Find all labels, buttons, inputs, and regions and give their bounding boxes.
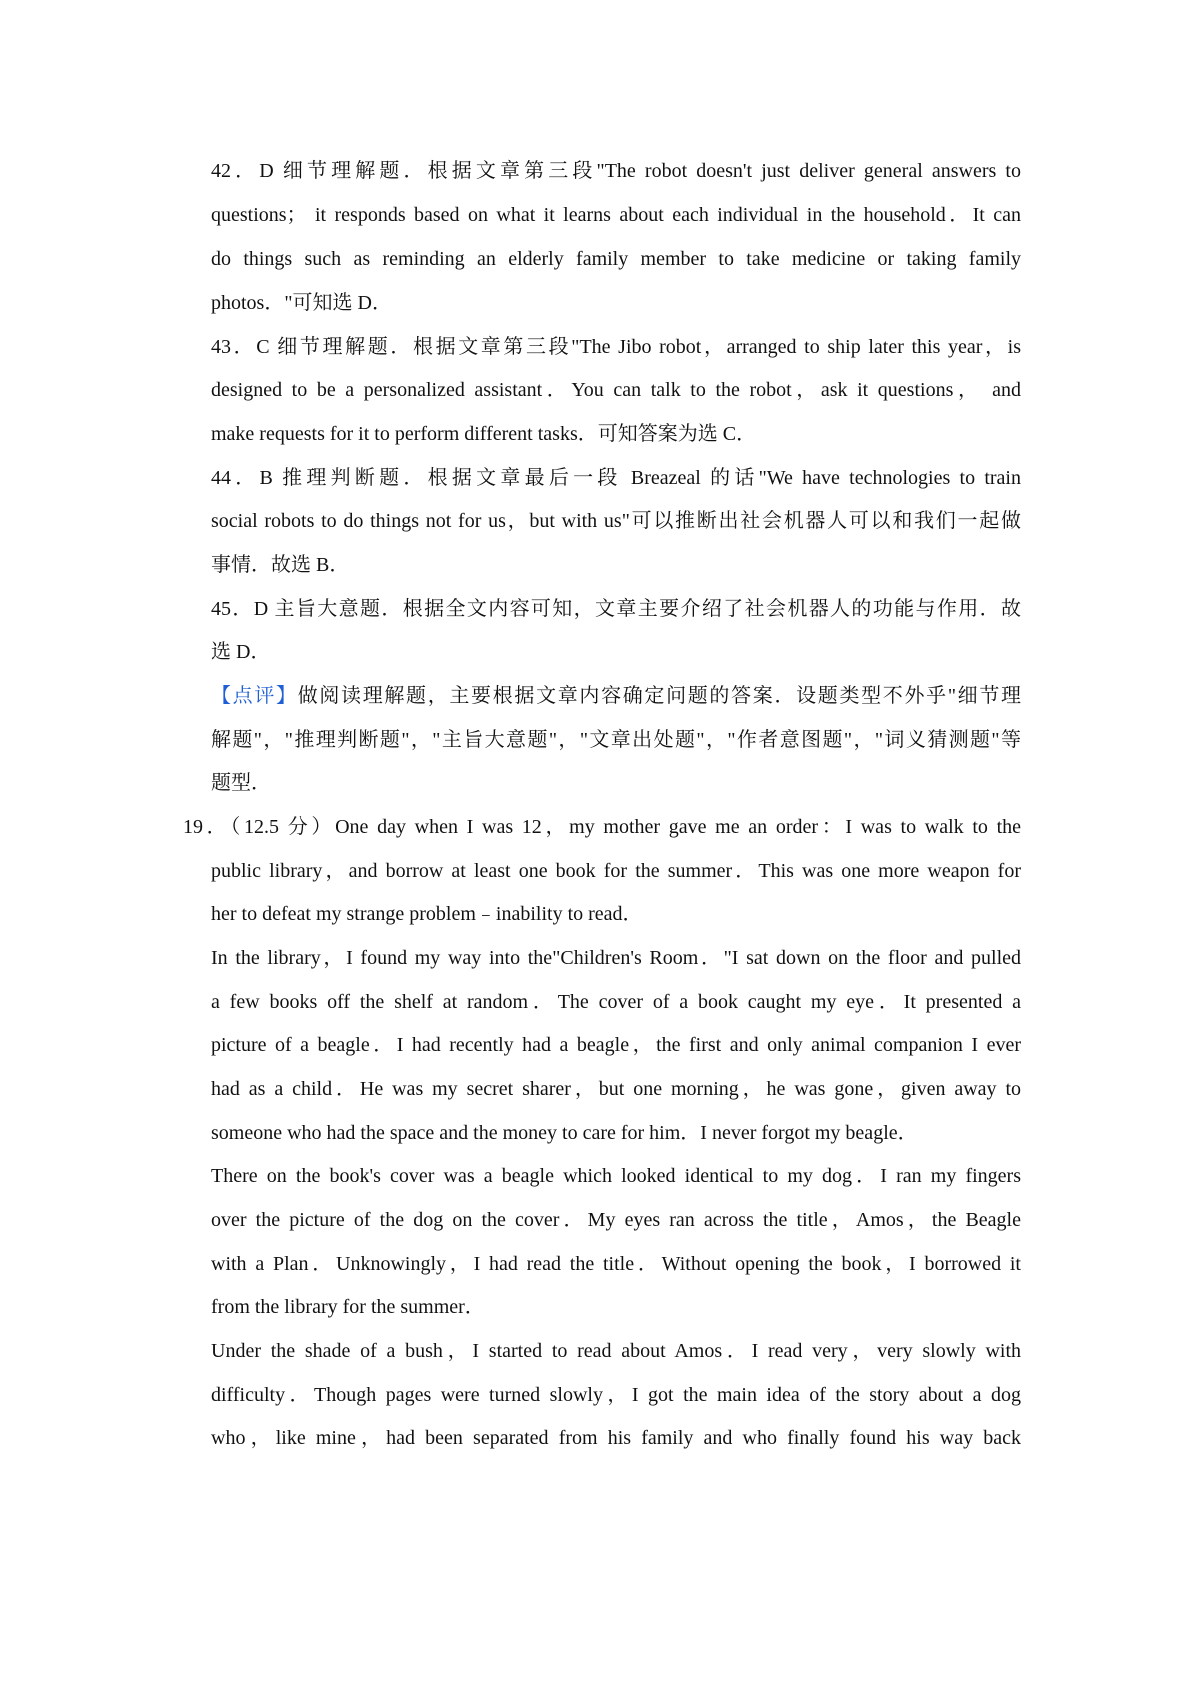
- passage-p2-line-1: In the library，I found my way into the"Children's Room．"I sat down on the floor and pulled: [211, 947, 1021, 969]
- comment-text: 做阅读理解题，主要根据文章内容确定问题的答案．设题类型不外乎"细节理: [297, 685, 1021, 707]
- passage-p2-line-2: a few books off the shelf at random．The cover of a book caught my eye．It presented a: [211, 991, 1021, 1013]
- answer-43-line-3: make requests for it to perform different tasks．可知答案为选 C．: [211, 423, 757, 445]
- passage-p4-line-1: Under the shade of a bush，I started to read about Amos．I read very，very slowly with: [211, 1340, 1021, 1362]
- question-19-line-1: 19．（12.5 分）One day when I was 12，my mother gave me an order：I was to walk to the: [183, 816, 1021, 838]
- passage-p3-line-3: with a Plan．Unknowingly，I had read the title．Without opening the book，I borrowed it: [211, 1253, 1021, 1275]
- answer-44-line-2: social robots to do things not for us，but with us"可以推断出社会机器人可以和我们一起做: [211, 510, 1021, 532]
- passage-p2-line-5: someone who had the space and the money to care for him．I never forgot my beagle．: [211, 1122, 918, 1144]
- answer-45-line-2: 选 D．: [211, 641, 271, 663]
- question-19-line-2: public library，and borrow at least one book for the summer．This was one more weapon for: [211, 860, 1021, 882]
- question-19-line-3: her to defeat my strange problem﹣inability to read．: [211, 903, 643, 925]
- passage-p2-line-3: picture of a beagle．I had recently had a beagle，the first and only animal companion I ever: [211, 1034, 1021, 1056]
- comment-line-2: 解题"，"推理判断题"，"主旨大意题"，"文章出处题"，"作者意图题"，"词义猜测题"等: [211, 729, 1021, 751]
- comment-line-1: [211, 681, 1021, 711]
- passage-p3-line-4: from the library for the summer．: [211, 1296, 485, 1318]
- passage-p3-line-1: There on the book's cover was a beagle which looked identical to my dog．I ran my fingers: [211, 1165, 1021, 1187]
- answer-45-line-1: 45．D 主旨大意题．根据全文内容可知，文章主要介绍了社会机器人的功能与作用．故: [211, 598, 1021, 620]
- passage-p4-line-2: difficulty．Though pages were turned slowly，I got the main idea of the story about a dog: [211, 1384, 1021, 1406]
- answer-42-line-3: do things such as reminding an elderly family member to take medicine or taking family: [211, 248, 1021, 270]
- answer-43-line-1: 43．C 细节理解题．根据文章第三段"The Jibo robot，arranged to ship later this year，is: [211, 336, 1021, 358]
- answer-44-line-3: 事情．故选 B．: [211, 554, 350, 576]
- passage-p3-line-2: over the picture of the dog on the cover．My eyes ran across the title，Amos，the Beagle: [211, 1209, 1021, 1231]
- answer-42-line-4: photos．"可知选 D．: [211, 292, 392, 314]
- answer-42-line-1: 42．D 细节理解题．根据文章第三段"The robot doesn't just deliver general answers to: [211, 160, 1021, 182]
- answer-42-line-2: questions； it responds based on what it learns about each individual in the household．It can: [211, 204, 1021, 226]
- comment-tag: 【点评】: [211, 685, 298, 707]
- comment-line-3: 题型．: [211, 772, 271, 794]
- answer-44-line-1: 44．B 推理判断题．根据文章最后一段 Breazeal 的话"We have technologies to train: [211, 467, 1021, 489]
- passage-p2-line-4: had as a child．He was my secret sharer，but one morning，he was gone，given away to: [211, 1078, 1021, 1100]
- answer-43-line-2: designed to be a personalized assistant．You can talk to the robot，ask it questions， and: [211, 379, 1021, 401]
- passage-p4-line-3: who，like mine，had been separated from his family and who finally found his way back: [211, 1427, 1021, 1449]
